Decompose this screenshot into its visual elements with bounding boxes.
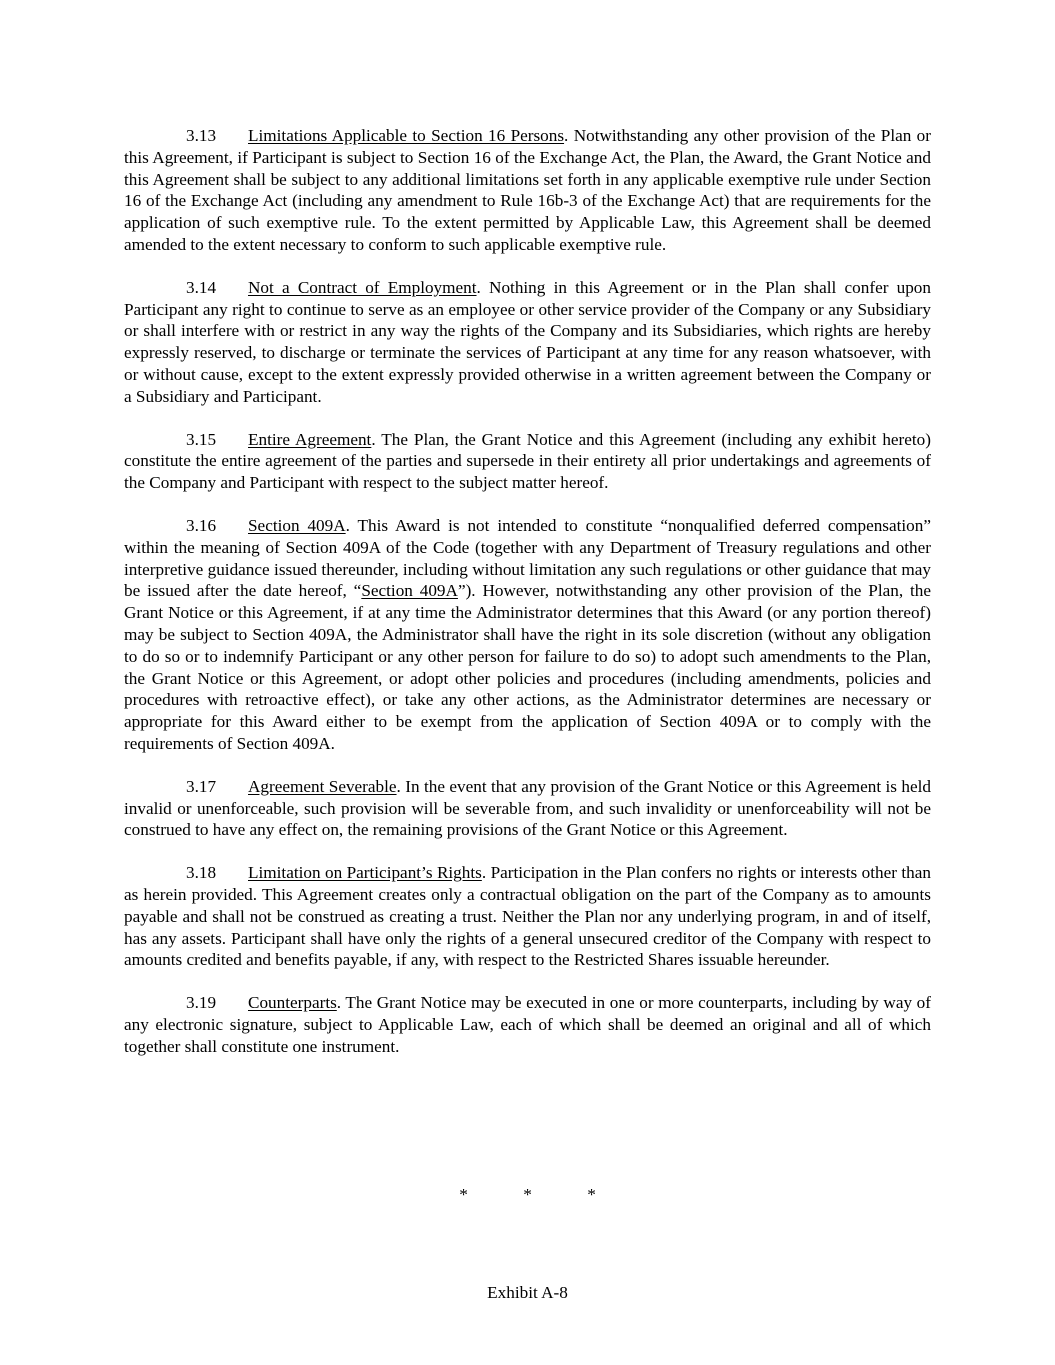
section-3-16 xyxy=(124,515,931,755)
section-separator xyxy=(0,1184,1055,1206)
section-body-continued: ”). However, notwithstanding any other provision of the Plan, the Grant Notice or this Agreement, if at any time the Administrator determines that this Award (or any portion thereof) may be subject to Section 409A, the Administrator shall have the right in its sole discretion (without any obligation to do so or to indemnify Participant or any other person for failure to do so) to adopt such amendments to the Plan, the Grant Notice or this Agreement, or adopt other policies and procedures (including amendments, policies and procedures with retroactive effect), or take any other actions, as the Administrator determines are necessary or appropriate for this Award either to be exempt from the application of Section 409A or to comply with the requirements of Section 409A. xyxy=(124,581,931,753)
section-3-17 xyxy=(124,776,931,841)
section-3-13 xyxy=(124,125,931,256)
section-heading: Limitation on Participant’s Rights xyxy=(248,863,482,883)
section-body: . The Grant Notice may be executed in one or more counterparts, including by way of any electronic signature, subject to Applicable Law, each of which shall be deemed an original and all of which together shall constitute one instrument. xyxy=(124,993,931,1056)
section-3-18 xyxy=(124,862,931,971)
section-body: . Notwithstanding any other provision of the Plan or this Agreement, if Participant is subject to Section 16 of the Exchange Act, the Plan, the Award, the Grant Notice and this Agreement shall be subject to any additional limitations set forth in any applicable exemptive rule under Section 16 of the Exchange Act (including any amendment to Rule 16b-3 of the Exchange Act) that are requirements for the application of such exemptive rule. To the extent permitted by Applicable Law, this Agreement shall be deemed amended to the extent necessary to conform to such applicable exemptive rule. xyxy=(124,126,931,254)
defined-term: Section 409A xyxy=(361,581,458,601)
document-body xyxy=(124,125,931,1078)
separator-star: * xyxy=(459,1185,468,1204)
section-heading: Section 409A xyxy=(248,515,346,535)
section-body: . Participation in the Plan confers no rights or interests other than as herein provided. This Agreement creates only a contractual obligation on the part of the Company as to amounts payable and shall not be construed as creating a trust. Neither the Plan nor any underlying program, in and of itself, has any assets. Participant shall have only the rights of a general unsecured creditor of the Company with respect to amounts credited and benefits payable, if any, with respect to the Restricted Shares issuable hereunder. xyxy=(124,863,931,970)
section-number: 3.14 xyxy=(186,277,217,297)
section-body: . In the event that any provision of the Grant Notice or this Agreement is held invalid or unenforceable, such provision will be severable from, and such invalidity or unenforceability will not be construed to have any effect on, the remaining provisions of the Grant Notice or this Agreement. xyxy=(124,776,931,840)
page-footer: Exhibit A-8 xyxy=(487,1283,568,1302)
section-number: 3.17 xyxy=(186,776,217,796)
section-body: . Nothing in this Agreement or in the Plan shall confer upon Participant any right to continue to serve as an employee or other service provider of the Company or any Subsidiary or shall interfere with or restrict in any way the rights of the Company and its Subsidiaries, which rights are hereby expressly reserved, to discharge or terminate the services of Participant at any time for any reason whatsoever, with or without cause, except to the extent expressly provided otherwise in a written agreement between the Company or a Subsidiary and Participant. xyxy=(124,277,931,406)
separator-star: * xyxy=(523,1185,532,1204)
section-number: 3.18 xyxy=(186,863,217,883)
section-heading: Counterparts xyxy=(248,993,337,1013)
section-number: 3.15 xyxy=(186,429,217,449)
section-body: . This Award is not intended to constitute “nonqualified deferred compensation” within the meaning of Section 409A of the Code (together with any Department of Treasury regulations and other interpretive guidance issued thereunder, including without limitation any such regulations or other guidance that may be issued after the date hereof, “ xyxy=(124,515,931,601)
section-3-15 xyxy=(124,429,931,494)
section-body: . The Plan, the Grant Notice and this Agreement (including any exhibit hereto) constitute the entire agreement of the parties and supersede in their entirety all prior undertakings and agreements of the Company and Participant with respect to the subject matter hereof. xyxy=(124,429,931,493)
separator-star: * xyxy=(587,1185,596,1204)
section-number: 3.16 xyxy=(186,515,217,535)
section-heading: Not a Contract of Employment xyxy=(248,277,477,297)
section-3-14 xyxy=(124,277,931,408)
section-number: 3.19 xyxy=(186,993,217,1013)
section-3-19 xyxy=(124,992,931,1057)
section-heading: Limitations Applicable to Section 16 Persons xyxy=(248,126,565,145)
section-heading: Agreement Severable xyxy=(248,776,397,796)
section-number: 3.13 xyxy=(186,126,217,145)
section-heading: Entire Agreement xyxy=(248,429,372,449)
